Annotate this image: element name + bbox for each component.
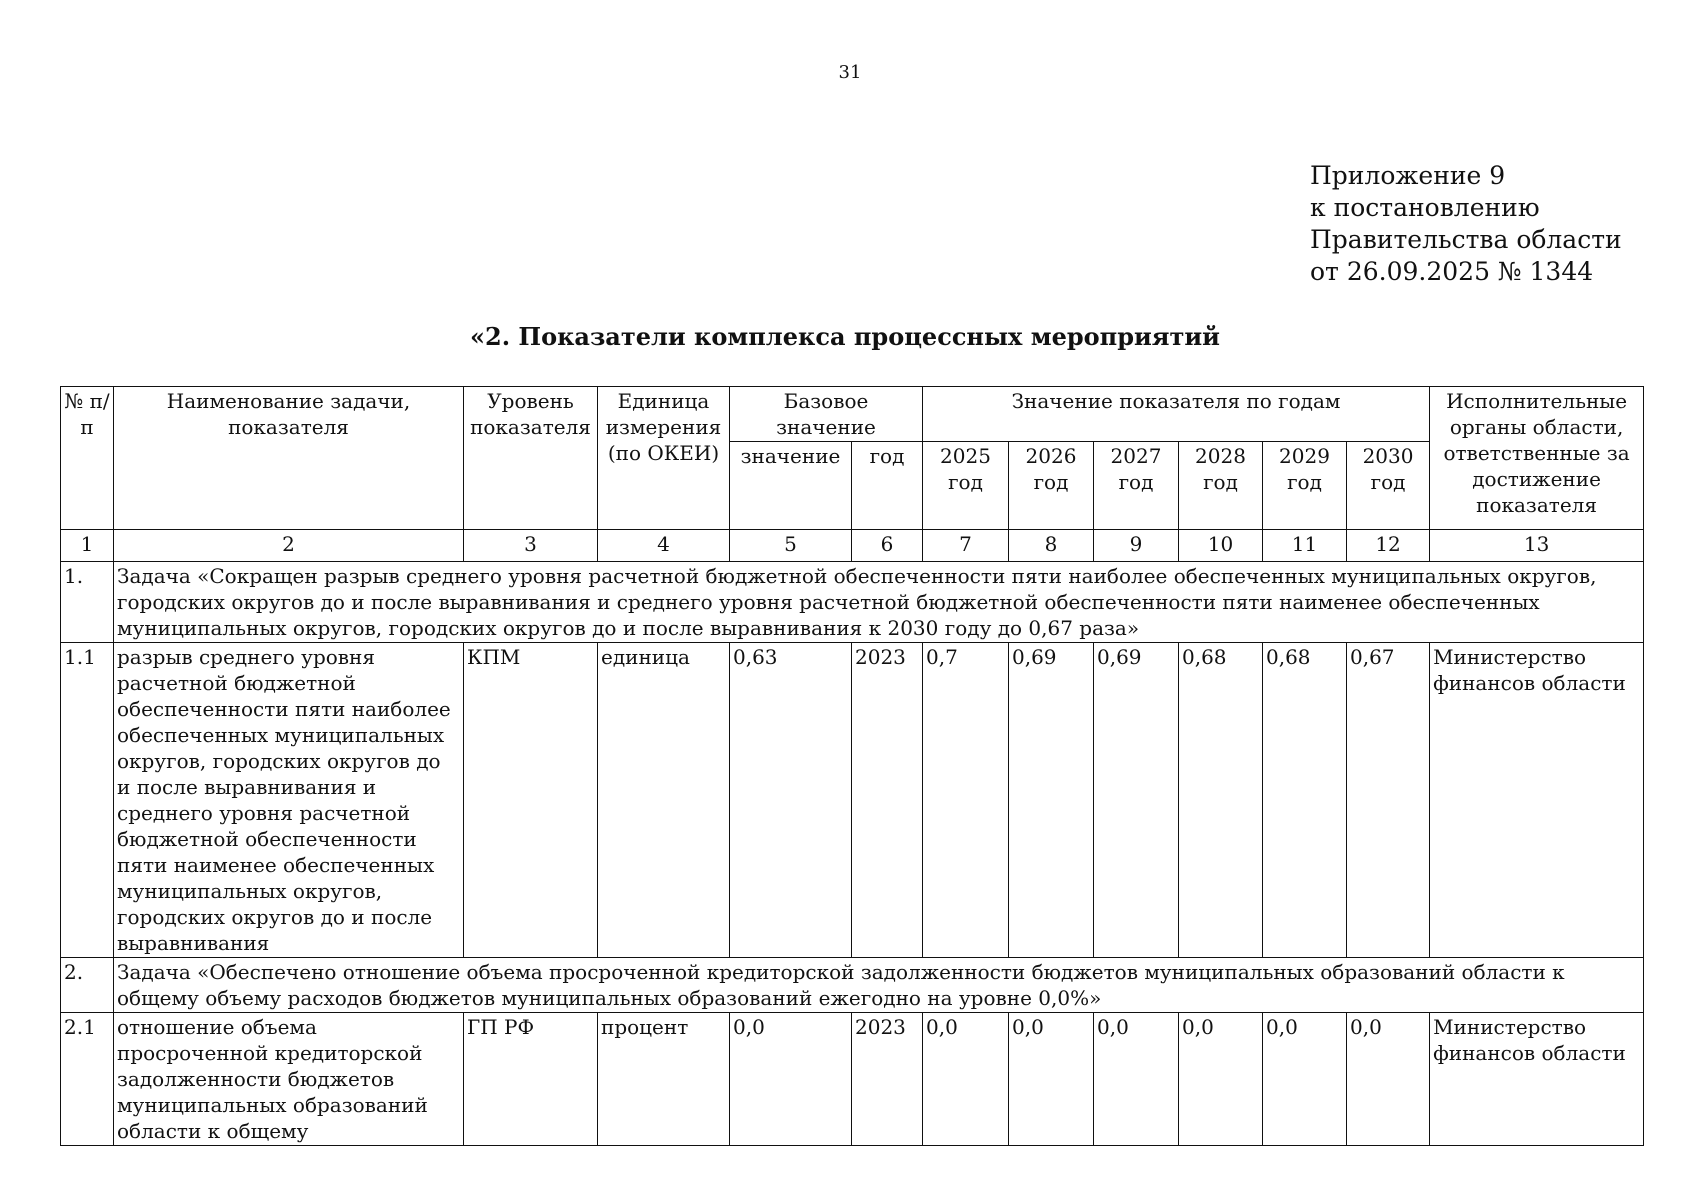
indicator-num: 2.1 — [61, 1013, 114, 1146]
column-number: 4 — [598, 530, 730, 562]
task-row — [61, 562, 1644, 643]
indicator-name: разрыв среднего уровня расчетной бюджетной обеспеченности пяти наиболее обеспеченных муниципальных округов, городских округов до и после выравнивания и среднего уровня расчетной бюджетной обеспеченности пяти наименее обеспеченных муниципальных округов, городских округов до и после выравнивания — [114, 643, 464, 958]
appendix-line: Правительства области — [1310, 225, 1622, 254]
column-number: 8 — [1009, 530, 1094, 562]
appendix-block — [1310, 160, 1622, 288]
indicator-value-2030: 0,67 — [1347, 643, 1430, 958]
appendix-line: от 26.09.2025 № 1344 — [1310, 257, 1594, 286]
header-year-2026: 2026 год — [1009, 442, 1094, 530]
indicator-unit: процент — [598, 1013, 730, 1146]
indicator-executor: Министерство финансов области — [1430, 643, 1644, 958]
indicator-value-2027: 0,0 — [1094, 1013, 1179, 1146]
indicator-value-2030: 0,0 — [1347, 1013, 1430, 1146]
header-level: Уровень показателя — [464, 387, 598, 530]
task-text: Задача «Обеспечено отношение объема просроченной кредиторской задолженности бюджетов муниципальных образований области к общему объему расходов бюджетов муниципальных образований ежегодно на уровне 0,0%» — [114, 958, 1644, 1013]
indicator-level: КПМ — [464, 643, 598, 958]
header-name: Наименование задачи, показателя — [114, 387, 464, 530]
header-year-2029: 2029 год — [1263, 442, 1347, 530]
indicators-table — [60, 386, 1644, 1146]
indicator-unit: единица — [598, 643, 730, 958]
header-year-2030: 2030 год — [1347, 442, 1430, 530]
header-base-year: год — [852, 442, 923, 530]
indicator-value-2027: 0,69 — [1094, 643, 1179, 958]
indicator-executor: Министерство финансов области — [1430, 1013, 1644, 1146]
indicator-value-2028: 0,68 — [1179, 643, 1263, 958]
header-base-value: значение — [730, 442, 852, 530]
column-number: 6 — [852, 530, 923, 562]
column-number: 10 — [1179, 530, 1263, 562]
column-number: 13 — [1430, 530, 1644, 562]
header-year-2027: 2027 год — [1094, 442, 1179, 530]
header-num: № п/п — [61, 387, 114, 530]
header-unit: Единица измерения (по ОКЕИ) — [598, 387, 730, 530]
indicator-row — [61, 643, 1644, 958]
task-text: Задача «Сокращен разрыв среднего уровня расчетной бюджетной обеспеченности пяти наиболее обеспеченных муниципальных округов, городских округов до и после выравнивания и среднего уровня расчетной бюджетной обеспеченности пяти наименее обеспеченных муниципальных округов, городских округов до и после выравнивания к 2030 году до 0,67 раза» — [114, 562, 1644, 643]
indicator-level: ГП РФ — [464, 1013, 598, 1146]
column-number: 11 — [1263, 530, 1347, 562]
task-row — [61, 958, 1644, 1013]
appendix-line: Приложение 9 — [1310, 161, 1506, 190]
header-base: Базовое значение — [730, 387, 923, 442]
task-num: 2. — [61, 958, 114, 1013]
column-number: 2 — [114, 530, 464, 562]
indicator-value-2029: 0,68 — [1263, 643, 1347, 958]
page-number: 31 — [838, 62, 862, 83]
column-number: 9 — [1094, 530, 1179, 562]
indicator-base-value: 0,63 — [730, 643, 852, 958]
task-num: 1. — [61, 562, 114, 643]
header-years-group: Значение показателя по годам — [923, 387, 1430, 442]
indicator-value-2028: 0,0 — [1179, 1013, 1263, 1146]
indicator-value-2026: 0,0 — [1009, 1013, 1094, 1146]
appendix-line: к постановлению — [1310, 193, 1540, 222]
header-year-2028: 2028 год — [1179, 442, 1263, 530]
column-number: 12 — [1347, 530, 1430, 562]
header-executors: Исполнительные органы области, ответственные за достижение показателя — [1430, 387, 1644, 530]
indicator-value-2025: 0,7 — [923, 643, 1009, 958]
column-number: 7 — [923, 530, 1009, 562]
indicator-value-2029: 0,0 — [1263, 1013, 1347, 1146]
header-year-2025: 2025 год — [923, 442, 1009, 530]
document-title: «2. Показатели комплекса процессных мероприятий — [470, 322, 1220, 351]
column-number: 3 — [464, 530, 598, 562]
indicator-row — [61, 1013, 1644, 1146]
indicator-base-value: 0,0 — [730, 1013, 852, 1146]
indicator-base-year: 2023 — [852, 1013, 923, 1146]
indicator-value-2026: 0,69 — [1009, 643, 1094, 958]
indicator-name: отношение объема просроченной кредиторской задолженности бюджетов муниципальных образований области к общему — [114, 1013, 464, 1146]
indicator-base-year: 2023 — [852, 643, 923, 958]
column-number: 1 — [61, 530, 114, 562]
indicator-num: 1.1 — [61, 643, 114, 958]
column-number: 5 — [730, 530, 852, 562]
indicator-value-2025: 0,0 — [923, 1013, 1009, 1146]
